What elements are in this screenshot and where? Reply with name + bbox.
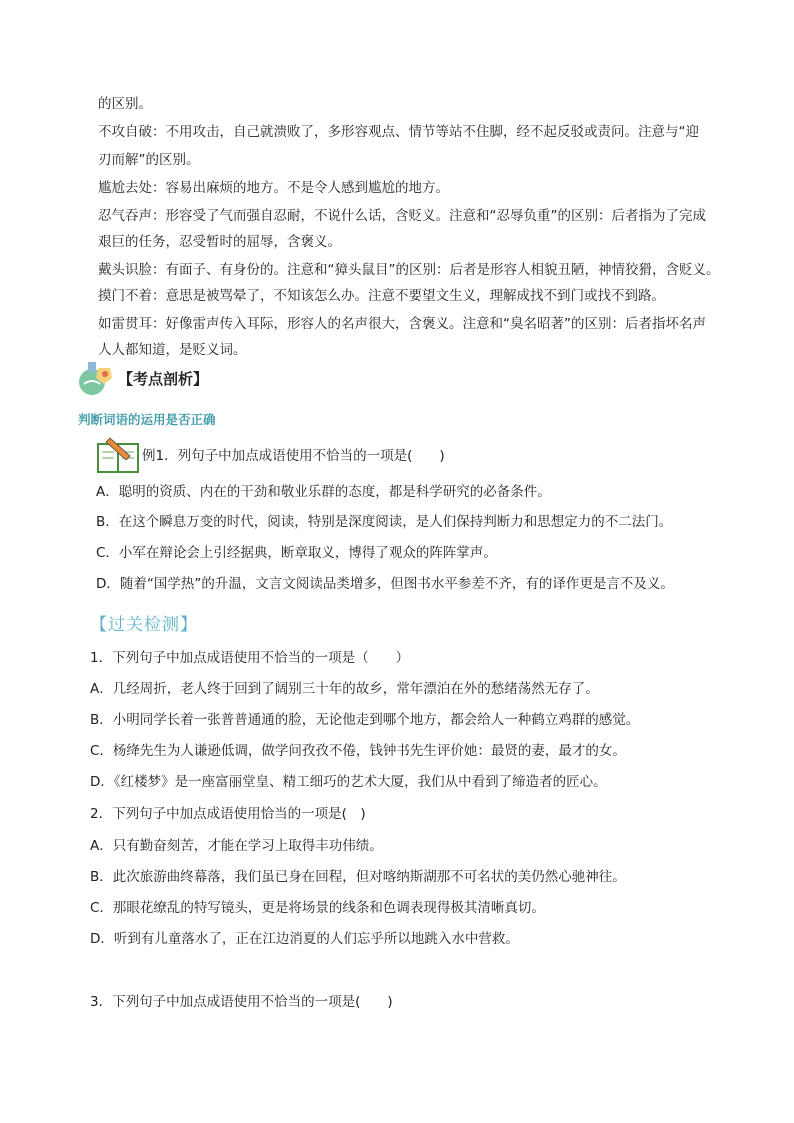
question-2-option-a: A．只有勤奋刻苦，才能在学习上取得丰功伟绩。 xyxy=(90,838,383,854)
intro-line: 摸门不着：意思是被骂晕了，不知该怎么办。注意不要望文生义，理解成找不到门或找不到路。 xyxy=(98,288,665,304)
intro-line: 不攻自破：不用攻击，自己就溃败了，多形容观点、情节等站不住脚，经不起反驳或责问。注意与“迎 xyxy=(98,124,699,140)
example-stem: 例1．列句子中加点成语使用不恰当的一项是( ) xyxy=(142,448,445,464)
example-option-c: C．小军在辩论会上引经据典，断章取义，博得了观众的阵阵掌声。 xyxy=(96,545,497,561)
intro-line: 尴尬去处：容易出麻烦的地方。不是令人感到尴尬的地方。 xyxy=(98,180,449,196)
intro-line: 艰巨的任务，忍受暂时的屈辱，含褒义。 xyxy=(98,234,341,250)
example-option-d: D．随着“国学热”的升温，文言文阅读品类增多，但图书水平参差不齐，有的译作更是言不及义。 xyxy=(96,576,674,592)
question-2-option-b: B．此次旅游曲终幕落，我们虽已身在回程，但对喀纳斯湖那不可名状的美仍然心驰神往。 xyxy=(90,869,626,885)
example-option-b: B．在这个瞬息万变的时代，阅读，特别是深度阅读，是人们保持判断力和思想定力的不二法门。 xyxy=(96,514,673,530)
intro-line: 人人都知道，是贬义词。 xyxy=(98,342,247,358)
analysis-subtitle: 判断词语的运用是否正确 xyxy=(78,412,216,427)
book-icon xyxy=(96,436,140,474)
question-3-stem: 3．下列句子中加点成语使用不恰当的一项是( ) xyxy=(90,994,393,1010)
intro-line: 的区别。 xyxy=(98,96,152,112)
intro-line: 刃而解”的区别。 xyxy=(98,152,200,168)
analysis-title: 【考点剖析】 xyxy=(118,370,209,388)
intro-line: 如雷贯耳：好像雷声传入耳际，形容人的名声很大，含褒义。注意和“臭名昭著”的区别：后者指坏名声 xyxy=(98,316,706,332)
example-option-a: A．聪明的资质、内在的干劲和敬业乐群的态度，都是科学研究的必备条件。 xyxy=(96,484,551,500)
question-1-option-c: C．杨绛先生为人谦逊低调，做学问孜孜不倦，钱钟书先生评价她：最贤的妻，最才的女。 xyxy=(90,743,626,759)
question-1-stem: 1．下列句子中加点成语使用不恰当的一项是（ ） xyxy=(90,650,410,666)
question-1-option-b: B．小明同学长着一张普普通通的脸，无论他走到哪个地方，都会给人一种鹤立鸡群的感觉。 xyxy=(90,712,640,728)
question-2-stem: 2．下列句子中加点成语使用恰当的一项是( ) xyxy=(90,806,366,822)
question-2-option-d: D．听到有儿童落水了，正在江边消夏的人们忘乎所以地跳入水中营救。 xyxy=(90,931,519,947)
question-2-option-c: C．那眼花缭乱的特写镜头，更是将场景的线条和色调表现得极其清晰真切。 xyxy=(90,900,545,916)
intro-line: 忍气吞声：形容受了气而强自忍耐，不说什么话，含贬义。注意和“忍辱负重”的区别：后者指为了完成 xyxy=(98,208,706,224)
intro-line: 戴头识脸：有面子、有身份的。注意和“獐头鼠目”的区别：后者是形容人相貌丑陋，神情狡猾，含贬义。 xyxy=(98,262,720,278)
question-1-option-a: A．几经周折，老人终于回到了阔别三十年的故乡，常年漂泊在外的愁绪荡然无存了。 xyxy=(90,681,599,697)
question-1-option-d: D．《红楼梦》是一座富丽堂皇、精工细巧的艺术大厦，我们从中看到了缔造者的匠心。 xyxy=(90,774,607,790)
check-title: 【过关检测】 xyxy=(90,615,198,635)
flask-icon xyxy=(74,358,116,398)
